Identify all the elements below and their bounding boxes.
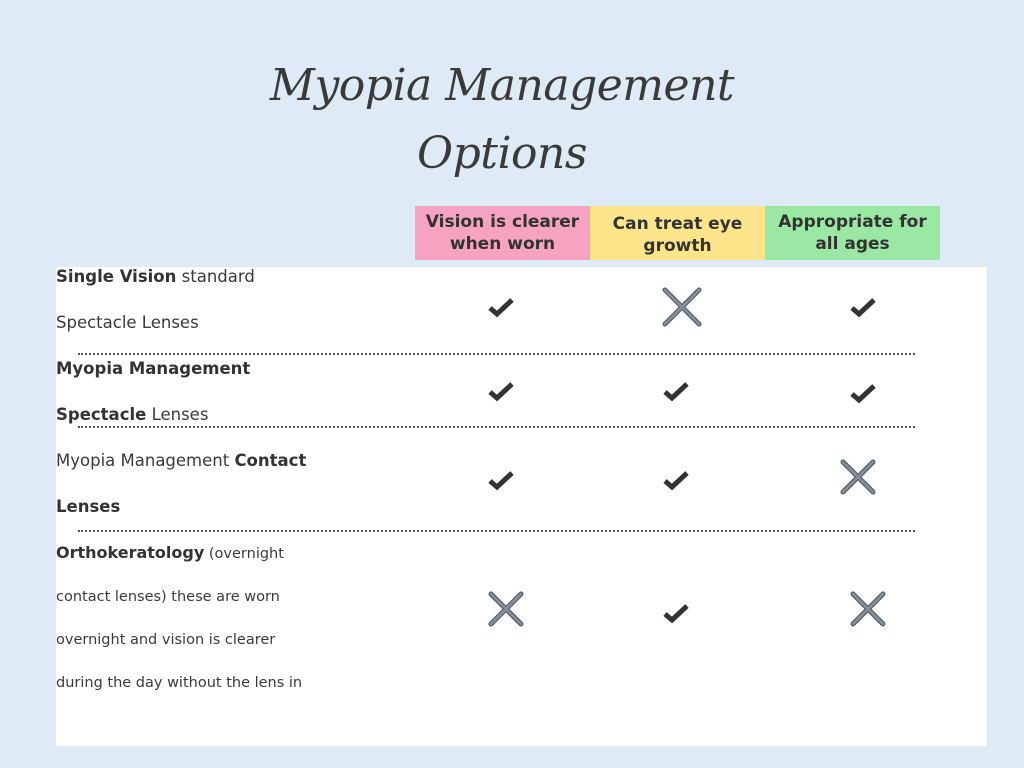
column-header-label: Can treat eye growth [612,214,743,256]
check-icon [481,460,521,500]
check-icon [843,287,883,327]
cross-icon [662,287,702,327]
column-header-all-ages [765,206,940,260]
cross-icon [838,457,878,497]
check-icon [843,373,883,413]
cross-icon [486,589,526,629]
page-title-line-2: Options [417,128,587,179]
row-label-mm-contact: Myopia Management Contact Lenses [56,451,307,516]
check-icon [656,593,696,633]
check-icon [481,287,521,327]
column-header-vision-clearer [415,206,590,260]
cross-icon [848,589,888,629]
column-header-label: Vision is clearer when worn [425,212,580,254]
check-icon [656,371,696,411]
check-icon [656,460,696,500]
row-label-single-vision: Single Vision standard Spectacle Lenses [56,267,255,332]
column-header-label: Appropriate for all ages [778,212,927,254]
row-label-mm-spectacle: Myopia Management Spectacle Lenses [56,359,251,424]
page-title-line-1: Myopia Management [269,60,735,111]
row-divider [78,426,915,428]
column-header-treat-eye-growth [590,206,765,260]
check-icon [481,371,521,411]
row-label-orthokeratology: Orthokeratology (overnight contact lenses) these are worn overnight and vision is clearer during the day without the lens in [56,543,303,691]
